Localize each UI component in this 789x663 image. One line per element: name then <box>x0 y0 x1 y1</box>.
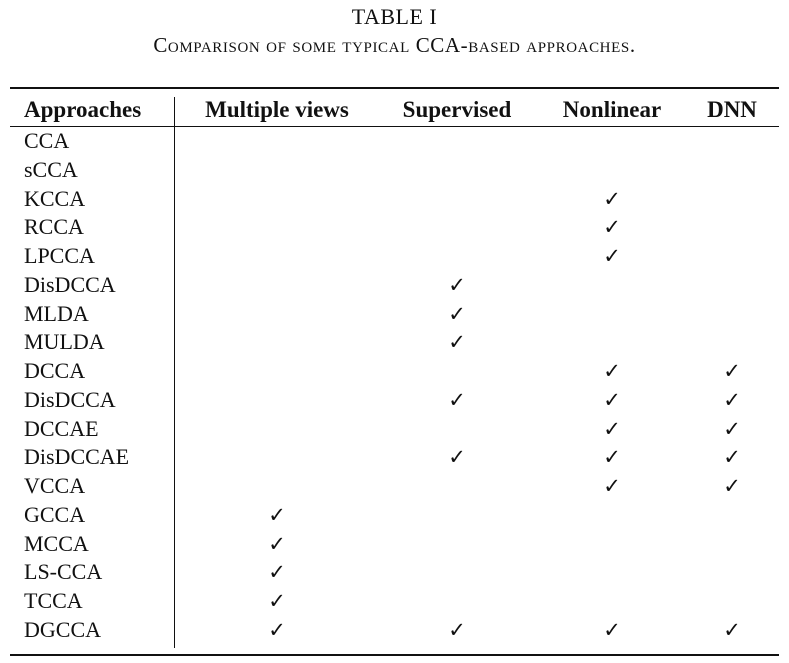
approach-name: VCCA <box>24 473 86 498</box>
cell-supervised <box>396 443 518 472</box>
cell-dnn <box>702 185 762 214</box>
cell-nonlinear <box>556 127 668 156</box>
cell-nonlinear <box>556 501 668 530</box>
cell-supervised <box>396 271 518 300</box>
cell-nonlinear <box>556 530 668 559</box>
table-bottom-rule <box>10 654 779 656</box>
cell-nonlinear <box>556 587 668 616</box>
approach-name: DGCCA <box>24 616 102 642</box>
approach-name: KCCA <box>24 185 86 211</box>
check-mark-icon: ✓ <box>603 416 621 441</box>
header-dnn: DNN <box>707 97 757 122</box>
check-mark-icon: ✓ <box>448 617 466 642</box>
check-mark-icon: ✓ <box>603 186 621 211</box>
cell-nonlinear <box>556 300 668 329</box>
cell-supervised <box>396 156 518 185</box>
check-mark-icon: ✓ <box>448 387 466 412</box>
approach-name: LPCCA <box>24 243 95 268</box>
cell-supervised <box>396 357 518 386</box>
cell-supervised <box>396 558 518 587</box>
table-row <box>0 472 789 501</box>
check-mark-icon: ✓ <box>723 474 741 498</box>
approach-name: GCCA <box>24 501 86 527</box>
cell-supervised <box>396 127 518 156</box>
table-row <box>0 357 789 386</box>
table-row <box>0 213 789 242</box>
cell-nonlinear <box>556 443 668 472</box>
table-row <box>0 443 789 472</box>
table-row <box>0 127 789 156</box>
cell-supervised <box>396 587 518 616</box>
table-row <box>0 558 789 587</box>
cell-nonlinear <box>556 616 668 645</box>
table-row <box>0 328 789 357</box>
cell-dnn <box>702 357 762 386</box>
check-mark-icon: ✓ <box>603 387 621 412</box>
cell-dnn <box>702 443 762 472</box>
check-mark-icon: ✓ <box>448 445 466 470</box>
table-row <box>0 530 789 559</box>
approach-name: RCCA <box>24 214 84 240</box>
cell-multiple-views <box>194 242 360 271</box>
cell-multiple-views <box>194 328 360 357</box>
header-approaches: Approaches <box>24 97 142 122</box>
approach-name: DCCAE <box>24 415 99 441</box>
cell-multiple-views <box>194 530 360 559</box>
cell-dnn <box>702 328 762 357</box>
table-row <box>0 587 789 616</box>
check-mark-icon: ✓ <box>448 301 466 326</box>
table-row <box>0 501 789 530</box>
check-mark-icon: ✓ <box>603 617 621 642</box>
cell-multiple-views <box>194 587 360 616</box>
check-mark-icon: ✓ <box>723 416 741 441</box>
cell-supervised <box>396 530 518 559</box>
check-mark-icon: ✓ <box>723 359 741 383</box>
cell-supervised <box>396 386 518 415</box>
cell-multiple-views <box>194 300 360 329</box>
header-supervised: Supervised <box>402 97 512 122</box>
table-row <box>0 386 789 415</box>
cell-dnn <box>702 616 762 645</box>
approach-name: DisDCCA <box>24 271 116 297</box>
cell-dnn <box>702 472 762 501</box>
check-mark-icon: ✓ <box>603 474 621 498</box>
cell-supervised <box>396 616 518 645</box>
table-row <box>0 271 789 300</box>
table-caption: Comparison of some typical CCA-based approaches. <box>153 33 636 57</box>
cell-multiple-views <box>194 415 360 444</box>
check-mark-icon: ✓ <box>723 617 741 642</box>
cell-nonlinear <box>556 242 668 271</box>
approach-name: DCCA <box>24 358 86 383</box>
cell-dnn <box>702 587 762 616</box>
cell-multiple-views <box>194 127 360 156</box>
check-mark-icon: ✓ <box>603 244 621 268</box>
check-mark-icon: ✓ <box>268 502 286 527</box>
table-row <box>0 300 789 329</box>
check-mark-icon: ✓ <box>448 272 466 297</box>
check-mark-icon: ✓ <box>603 215 621 240</box>
header-nonlinear: Nonlinear <box>562 97 662 122</box>
cell-dnn <box>702 300 762 329</box>
check-mark-icon: ✓ <box>268 589 286 613</box>
approach-name: MULDA <box>24 329 105 355</box>
table-label: TABLE I <box>351 4 438 29</box>
cell-supervised <box>396 242 518 271</box>
cell-supervised <box>396 185 518 214</box>
cell-nonlinear <box>556 357 668 386</box>
cell-nonlinear <box>556 472 668 501</box>
cell-nonlinear <box>556 386 668 415</box>
check-mark-icon: ✓ <box>268 560 286 585</box>
approach-name: LS-CCA <box>24 559 103 585</box>
cell-supervised <box>396 415 518 444</box>
cell-multiple-views <box>194 271 360 300</box>
cell-dnn <box>702 415 762 444</box>
cell-multiple-views <box>194 501 360 530</box>
approach-name: DisDCCAE <box>24 444 130 470</box>
table-top-rule <box>10 87 779 89</box>
cell-supervised <box>396 328 518 357</box>
table-row <box>0 156 789 185</box>
cell-nonlinear <box>556 415 668 444</box>
cell-dnn <box>702 501 762 530</box>
cell-dnn <box>702 156 762 185</box>
approach-name: TCCA <box>24 588 83 613</box>
approach-name: DisDCCA <box>24 386 116 412</box>
cell-multiple-views <box>194 558 360 587</box>
cell-nonlinear <box>556 271 668 300</box>
check-mark-icon: ✓ <box>448 330 466 355</box>
cell-multiple-views <box>194 213 360 242</box>
cell-multiple-views <box>194 185 360 214</box>
header-multiple-views: Multiple views <box>205 97 349 122</box>
cell-dnn <box>702 271 762 300</box>
cell-dnn <box>702 213 762 242</box>
cell-nonlinear <box>556 328 668 357</box>
approach-name: MLDA <box>24 300 89 326</box>
cell-supervised <box>396 501 518 530</box>
check-mark-icon: ✓ <box>603 359 621 383</box>
table-row <box>0 616 789 645</box>
cell-supervised <box>396 300 518 329</box>
check-mark-icon: ✓ <box>268 531 286 556</box>
cell-dnn <box>702 386 762 415</box>
check-mark-icon: ✓ <box>723 445 741 470</box>
check-mark-icon: ✓ <box>268 617 286 642</box>
check-mark-icon: ✓ <box>603 445 621 470</box>
cell-nonlinear <box>556 156 668 185</box>
cell-dnn <box>702 530 762 559</box>
cell-dnn <box>702 558 762 587</box>
cell-nonlinear <box>556 185 668 214</box>
cell-multiple-views <box>194 472 360 501</box>
cell-multiple-views <box>194 386 360 415</box>
cell-supervised <box>396 213 518 242</box>
cell-multiple-views <box>194 357 360 386</box>
cell-multiple-views <box>194 443 360 472</box>
table-row <box>0 185 789 214</box>
cell-dnn <box>702 242 762 271</box>
cell-multiple-views <box>194 156 360 185</box>
approach-name: sCCA <box>24 156 78 182</box>
check-mark-icon: ✓ <box>723 387 741 412</box>
cell-dnn <box>702 127 762 156</box>
approach-name: MCCA <box>24 530 89 556</box>
approach-name: CCA <box>24 128 70 153</box>
cell-multiple-views <box>194 616 360 645</box>
cell-nonlinear <box>556 213 668 242</box>
cell-nonlinear <box>556 558 668 587</box>
cell-supervised <box>396 472 518 501</box>
table-row <box>0 242 789 271</box>
table-body <box>0 127 789 645</box>
table-row <box>0 415 789 444</box>
